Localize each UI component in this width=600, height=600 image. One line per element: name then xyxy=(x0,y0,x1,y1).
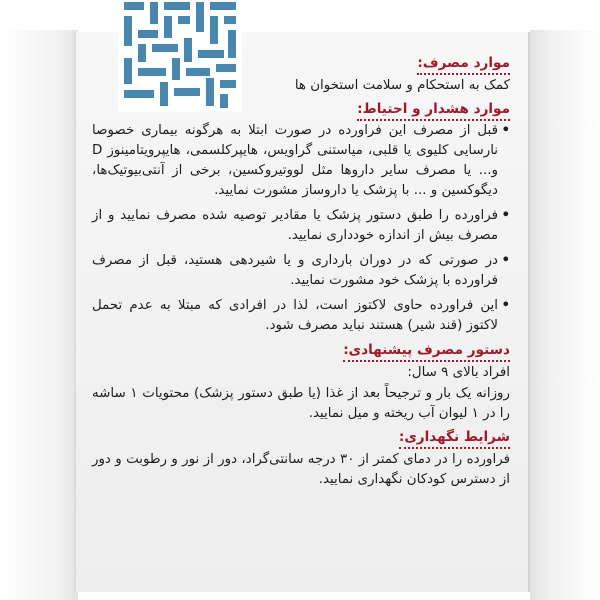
warning-item xyxy=(92,251,510,291)
dosage-age-line: افراد بالای ۹ سال: xyxy=(407,365,510,380)
warning-text: این فراورده حاوی لاکتوز است، لذا در افرادی که مبتلا به عدم تحمل لاکتوز (قند شیر) هستند نباید مصرف شود. xyxy=(92,298,498,333)
warning-item xyxy=(92,296,510,336)
warnings-section xyxy=(92,100,510,336)
warning-text: قبل از مصرف این فراورده در صورت ابتلا به هرگونه بیماری خصوصا نارسایی کلیوی یا قلبی، میاستنی گراویس، هایپرکلسمی، هایپرویتامینوز D و... یا مصرف سایر داروها مثل لووتیروکسین، برخی از آنتی‌بیوتیک‌ها، دیگوکسین و ... با پزشک یا داروساز مشورت نمایید. xyxy=(92,123,498,198)
box-left-side xyxy=(0,30,78,600)
usage-heading: موارد مصرف: xyxy=(417,54,510,75)
leaflet-content xyxy=(92,54,510,494)
warnings-heading: موارد هشدار و احتیاط: xyxy=(357,100,510,121)
bullet-icon: • xyxy=(501,298,510,313)
warning-item xyxy=(92,121,510,201)
usage-section xyxy=(92,54,510,96)
warning-item xyxy=(92,206,510,246)
dosage-heading: دستور مصرف پیشنهادی: xyxy=(343,341,510,362)
warning-text: فراورده را طبق دستور پزشک یا مقادیر توصیه شده مصرف نمایید و از مصرف بیش از اندازه خودداری نمایید. xyxy=(92,208,498,243)
bullet-icon: • xyxy=(501,253,510,268)
dosage-instructions: روزانه یک بار و ترجیحاً بعد از غذا (یا طبق دستور پزشک) محتویات ۱ ساشه را در ۱ لیوان آب ریخته و میل نمایید. xyxy=(92,386,510,421)
storage-text: فراورده را در دمای کمتر از ۳۰ درجه سانتی‌گراد، دور از نور و رطوبت و دور از دسترس کودکان نگهداری نمایید. xyxy=(92,452,510,487)
dosage-section xyxy=(92,341,510,424)
warning-text: در صورتی که در دوران بارداری و یا شیردهی هستید، قبل از مصرف فراورده با پزشک خود مشورت نمایید. xyxy=(92,253,498,288)
box-right-side xyxy=(530,30,600,600)
storage-section xyxy=(92,428,510,490)
usage-text: کمک به استحکام و سلامت استخوان ها xyxy=(294,78,510,93)
bullet-icon: • xyxy=(501,208,510,223)
bullet-icon: • xyxy=(501,123,510,138)
storage-heading: شرایط نگهداری: xyxy=(399,428,510,449)
